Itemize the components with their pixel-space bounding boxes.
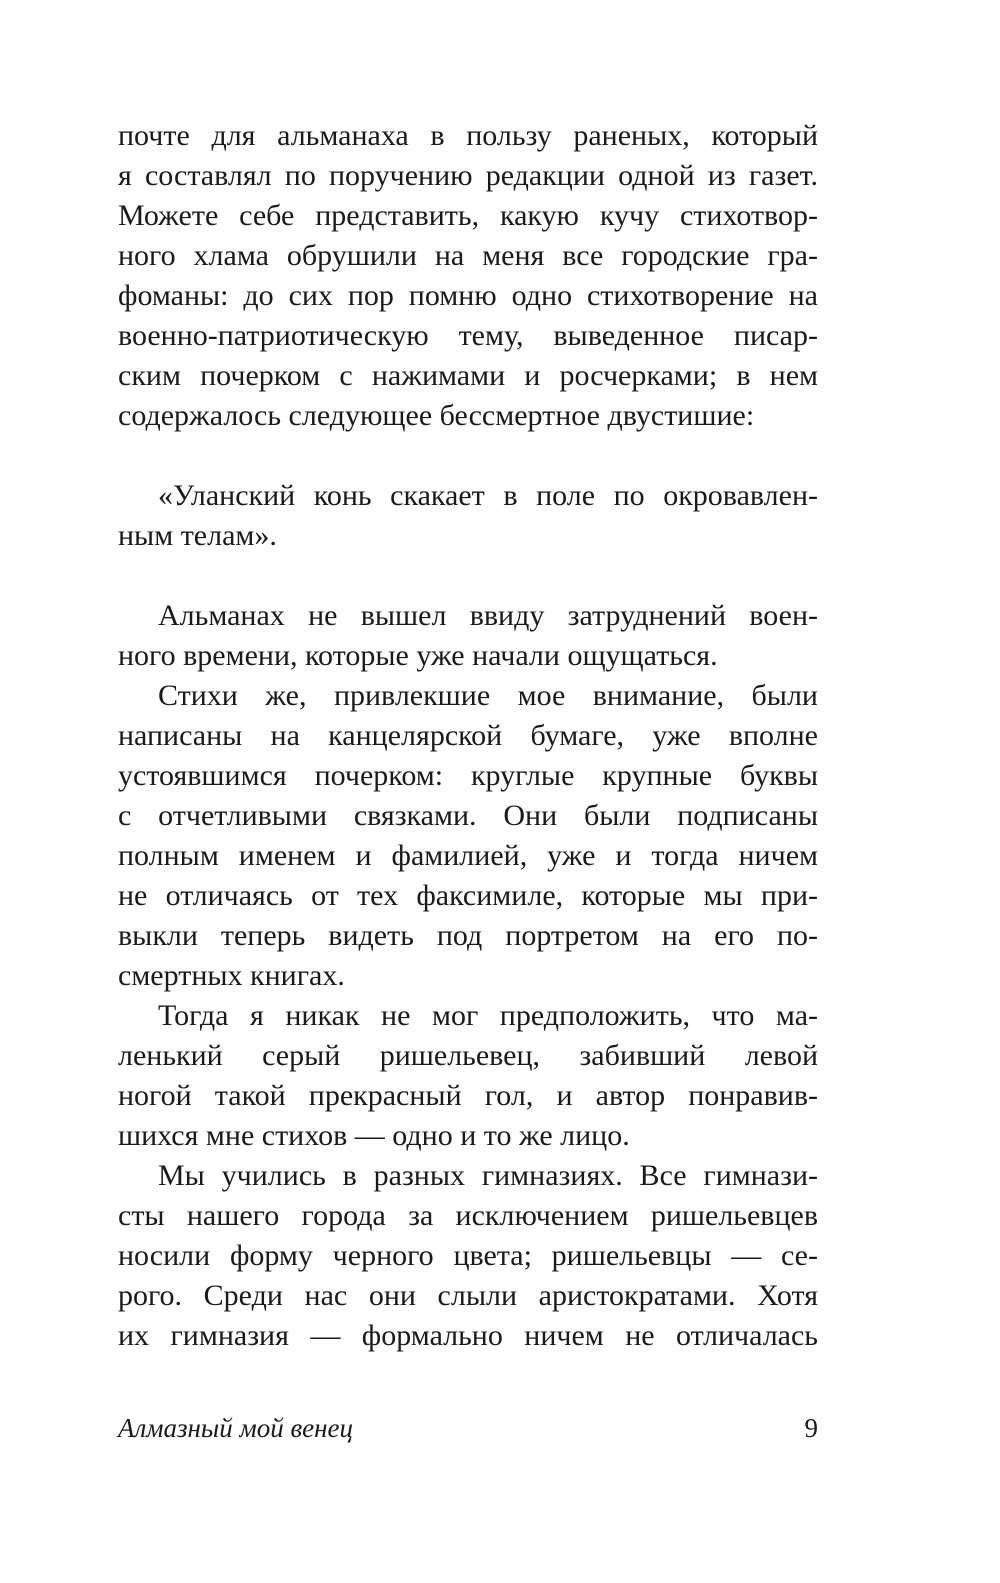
text-line: Мы учились в разных гимназиях. Все гимнази- bbox=[158, 1159, 818, 1192]
text-line: смертных книгах. bbox=[118, 959, 345, 992]
page-number: 9 bbox=[804, 1413, 818, 1443]
text-line: ским почерком с нажимами и росчерками; в нем bbox=[118, 359, 818, 392]
running-title: Алмазный мой венец bbox=[118, 1413, 354, 1443]
text-line: я составлял по поручению редакции одной из газет. bbox=[118, 159, 818, 192]
text-line: написаны на канцелярской бумаге, уже вполне bbox=[118, 719, 818, 752]
text-line: почте для альманаха в пользу раненых, который bbox=[118, 119, 818, 152]
text-line: Стихи же, привлекшие мое внимание, были bbox=[158, 679, 818, 712]
page-body bbox=[118, 116, 818, 1356]
paragraph-5 bbox=[118, 1156, 818, 1356]
text-line: с отчетливыми связками. Они были подписаны bbox=[118, 799, 818, 832]
text-line: ленький серый ришельевец, забивший левой bbox=[118, 1039, 818, 1072]
text-line: ного хлама обрушили на меня все городские гра- bbox=[118, 239, 818, 272]
text-line: рого. Среди нас они слыли аристократами. Хотя bbox=[118, 1279, 818, 1312]
blank-line bbox=[118, 436, 818, 476]
paragraph-3 bbox=[118, 676, 818, 996]
text-line: сты нашего города за исключением ришельевцев bbox=[118, 1199, 818, 1232]
text-line: ного времени, которые уже начали ощущаться. bbox=[118, 639, 718, 672]
text-line: их гимназия — формально ничем не отличалась bbox=[118, 1319, 818, 1352]
text-line: фоманы: до сих пор помню одно стихотворение на bbox=[118, 279, 818, 312]
page-footer bbox=[118, 1408, 818, 1448]
text-line: полным именем и фамилией, уже и тогда ничем bbox=[118, 839, 818, 872]
text-line: выкли теперь видеть под портретом на его по- bbox=[118, 919, 818, 952]
text-line: военно-патриотическую тему, выведенное писар- bbox=[118, 319, 818, 352]
paragraph-2 bbox=[118, 596, 818, 676]
paragraph-4 bbox=[118, 996, 818, 1156]
text-line: ногой такой прекрасный гол, и автор понравив- bbox=[118, 1079, 818, 1112]
text-line: не отличаясь от тех факсимиле, которые мы при- bbox=[118, 879, 818, 912]
quotation bbox=[118, 476, 818, 556]
text-line: Можете себе представить, какую кучу стихотвор- bbox=[118, 199, 818, 232]
text-line: устоявшимся почерком: круглые крупные буквы bbox=[118, 759, 818, 792]
paragraph-1 bbox=[118, 116, 818, 436]
text-line: носили форму черного цвета; ришельевцы — се- bbox=[118, 1239, 818, 1272]
blank-line bbox=[118, 556, 818, 596]
quote-line: «Уланский конь скакает в поле по окровавлен- bbox=[158, 479, 818, 512]
text-line: Тогда я никак не мог предположить, что ма- bbox=[158, 999, 818, 1032]
text-line: содержалось следующее бессмертное двустишие: bbox=[118, 399, 755, 432]
text-line: шихся мне стихов — одно и то же лицо. bbox=[118, 1119, 630, 1152]
quote-line: ным телам». bbox=[118, 519, 277, 552]
text-line: Альманах не вышел ввиду затруднений воен- bbox=[158, 599, 818, 632]
